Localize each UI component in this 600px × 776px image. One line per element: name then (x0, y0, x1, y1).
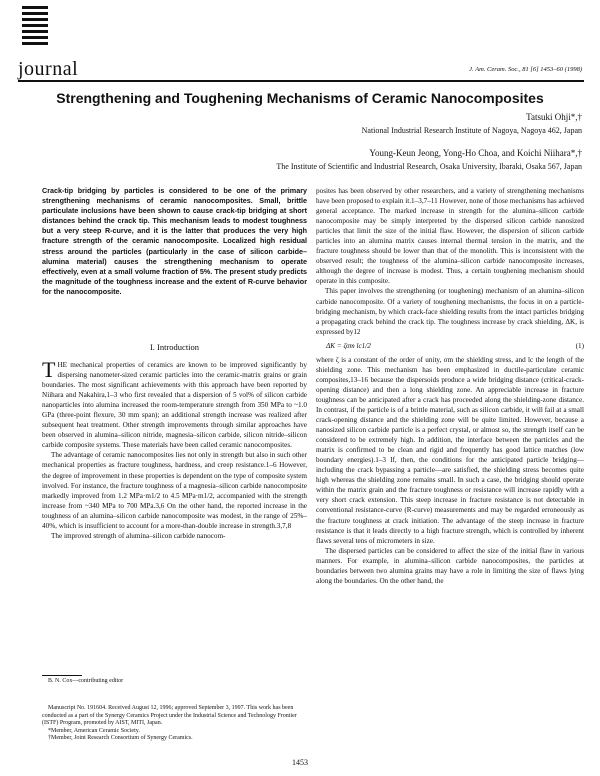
consortium-note: †Member, Joint Research Consortium of Synergy Ceramics. (48, 735, 193, 742)
intro-paragraph-3: The improved strength of alumina–silicon carbide nanocom- (51, 531, 226, 540)
right-paragraph-2: This paper involves the strengthening (or toughening) mechanism of an alumina–silicon carbide nanocomposite. Of a variety of toughening mechanisms, the focus in on a particle-bridging mechanism, by which crack-face shielding results from the intact particles bridging a propagating crack behind the crack tip. The toughness increase by crack shielding, ΔK, is expressed by12 (316, 287, 584, 336)
intro-paragraph-1 (42, 357, 307, 450)
header-rule (18, 80, 584, 82)
affiliation-1: National Industrial Research Institute of Nagoya, Nagoya 462, Japan (361, 126, 582, 135)
footnote-rule (42, 675, 82, 676)
journal-citation: J. Am. Ceram. Soc., 81 [6] 1453–60 (1998) (469, 66, 582, 73)
author-line-2: Young-Keun Jeong, Yong-Ho Choa, and Koichi Niihara*,† (369, 148, 582, 158)
journal-logo-bars (22, 6, 48, 56)
right-paragraph-4: The dispersed particles can be considered to affect the size of the initial flaw in various manners. For example, in alumina–silicon carbide nanocomposites, the particles at boundaries between two alumina grains may have a role in limiting the size of flaws lying along the boundaries. On the other hand, the (316, 546, 584, 585)
section-heading-introduction: I. Introduction (149, 342, 200, 352)
equation-1 (326, 341, 584, 351)
right-paragraph-1: posites has been observed by other researchers, and a variety of strengthening mechanisms have been proposed to explain it.1–3,7–11 However, none of those mechanisms has achieved general acceptance. The marked increase in strength for the alumina–silicon carbide nanocomposite may be simply interpreted by the dispersed silicon carbide nanosized particles that limit the size of the initial flaw. However, the dispersion of silicon carbide particles into an alumina matrix causes internal thermal tension in the matrix, and the fracture toughness should be lower than that of the monolith. This is inconsistent with the observed result; the toughness of the alumina–silicon carbide nanocomposite increases, although the degree of increase is modest. Thus, a certain toughening mechanism should operate in this composite. (316, 187, 584, 286)
contributing-editor-note: B. N. Cox—contributing editor (48, 678, 124, 684)
member-note: *Member, American Ceramic Society. (48, 727, 140, 734)
manuscript-note: Manuscript No. 191604. Received August 12, 1996; approved September 3, 1997. This work has been conducted as a part of the Synergy Ceramics Project under the Industrial Science and Technology Frontier (ISTF) Program, promoted by AIST, MITI, Japan. (42, 705, 297, 727)
journal-logo: journal (18, 58, 79, 80)
paper-title: Strengthening and Toughening Mechanisms of Ceramic Nanocomposites (56, 90, 544, 106)
footnotes (42, 705, 307, 743)
equation-1-number: (1) (575, 341, 584, 350)
equation-1-body: ΔK = ζσm lc1/2 (326, 341, 371, 350)
drop-cap: T (42, 357, 56, 382)
affiliation-2: The Institute of Scientific and Industrial Research, Osaka University, Ibaraki, Osaka 567, Japan (276, 162, 582, 171)
author-line-1: Tatsuki Ohji*,† (526, 112, 582, 122)
page-number: 1453 (292, 758, 308, 767)
abstract: Crack-tip bridging by particles is considered to be one of the primary strengthening mechanisms of ceramic nanocomposites. Small, brittle particulate inclusions have been shown to cause crack-tip bridging at short distances behind the crack tip. This mechanism leads to modest toughness but a very steep R-curve, and it is the latter that produces the very high fracture strength of the ceramic nanocomposite. Localized high residual stress around the particles (particularly in the case of silicon carbide–alumina material) causes the strengthening mechanism to operate effectively, even at a small volume fraction of 5%. The present study predicts the magnitude of the toughness increase and the extent of R-curve behavior for the nanocomposite. (42, 186, 307, 296)
intro-left-column (42, 357, 307, 541)
intro-paragraph-1-text: HE mechanical properties of ceramics are known to be improved significantly by dispersing nanometer-sized ceramic particles into the ceramic-matrix grains or grain boundaries. The most significant achievements with this approach have been reported by Niihara and Nakahira,1–3 who first revealed that a dispersion of 5 vol% of silicon carbide nanoparticles into alumina increased the room-temperature strength from 350 MPa to ~1.0 GPa (three-point flexure, 30 mm span); an additional strength increase was realized after subsequent heat treatment. Other strength improvements through similar approaches have been observed in alumina–silicon nitride, magnesia–silicon carbide, silicon nitride–silicon carbide composite systems. These materials have been called ceramic nanocomposites. (42, 361, 307, 450)
right-column (316, 186, 584, 586)
intro-paragraph-2: The advantage of ceramic nanocomposites lies not only in strength but also in such other mechanical properties as fracture toughness, hardness, and creep resistance.1–6 However, the degree of improvement in these properties is dependent on the type of composite system involved. For instance, the fracture toughness of a magnesia–silicon carbide nanocomposite markedly improved from 1.2 MPa·m1/2 to 4.5 MPa·m1/2, accompanied with the strength increase from ~340 MPa to 700 MPa.3,6 On the other hand, the reported increase in the toughness of an alumina–silicon carbide nanocomposite was modest, in the range of 25%–40%, which is insufficient to account for a more-than-double increase in strength.3,7,8 (42, 451, 307, 530)
right-paragraph-3: where ζ is a constant of the order of unity, σm the shielding stress, and lc the length of the shielding zone. This mechanism has been emphasized in ductile-particulate ceramic composites,13–16 because the dispersoids produce a wide bridging distance (critical-crack-opening distance) and then a long shielding zone. An appreciable increase in fracture toughness can be anticipated after a crack has proceeded along the shielding-zone distance. In contrast, if the particle is of a brittle material, such as silicon carbide, it will fail at a small crack-opening distance and the shielding zone will be quite limited. However, because a nanosized silicon carbide particle is a perfect crystal, or almost so, the strength itself can be considered to be extremely high. In addition, the interface between the particles and the matrix is confirmed to be clean and rigid and frequently has good lattice matches (low boundary energies).1–3 If, then, the conditions for the anticipated particle bridging—including the crack bypassing a particle—are satisfied, the shielding stress becomes quite high whereas the shielding zone remains small. In such a case, the bridging should operate within the matrix grain and the fracture toughness or resistance will increase rapidly with a very short crack extension. This steep increase in fracture resistance is not detectable in conventional resistance-curve (R-curve) measurements and may be regarded erroneously as the fracture toughness at crack initiation. The advantage of the steep increase in fracture resistance is that it leads directly to a high fracture strength, which is controlled by inherent flaws several tens of micrometers in size. (316, 355, 584, 545)
